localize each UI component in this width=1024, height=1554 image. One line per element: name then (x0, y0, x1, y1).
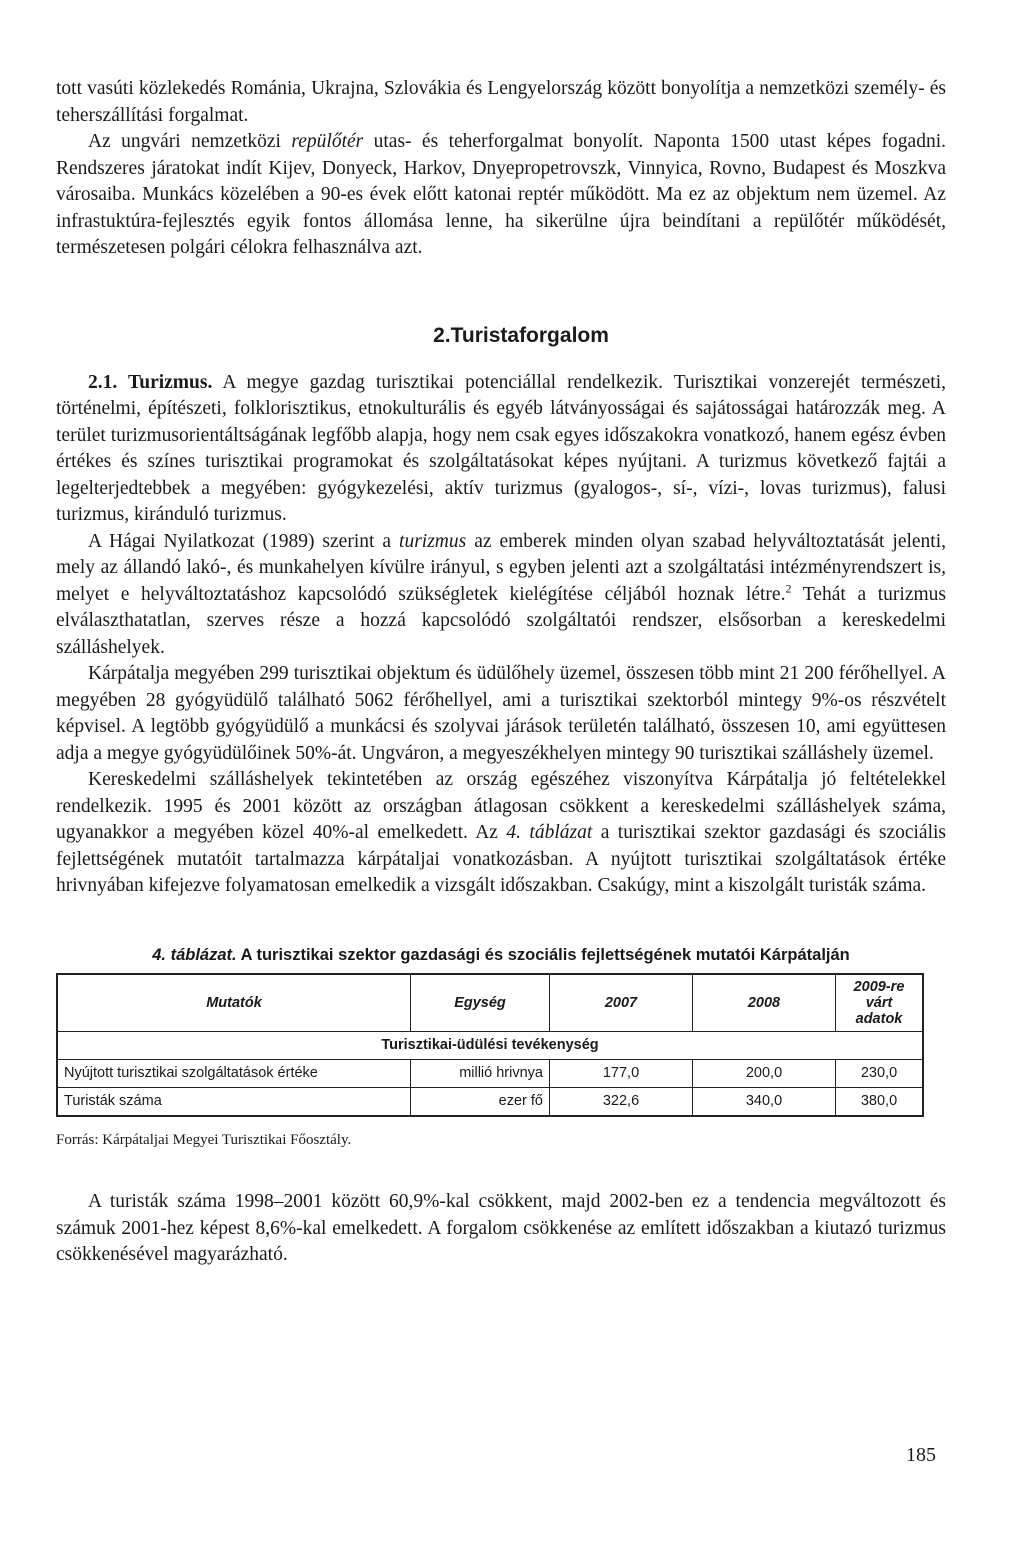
kereskedelmi-text-a: Kereskedelmi szálláshelyek tekintetében az ország egészéhez viszonyítva Kárpátalja jó feltételekkel rendelkezik. 1995 és 2001 között az országban átlagosan csökkent a kereskedelmi szálláshelyek száma, ugyanakkor a megyében közel 40%-al emelkedett. Az (56, 769, 946, 843)
table-reference: 4. táblázat (506, 822, 593, 843)
hagai-text-b: az emberek minden olyan szabad helyváltoztatását jelenti, mely az állandó lakó-, és munkahelyen kívülre irányul, s egyben jelenti azt a szolgáltatási intézményrendszert is, melyet e helyváltoztatáshoz kapcsolódó szükségletek kielégítése céljából hoznak létre. (56, 530, 947, 605)
cell-mutato: Nyújtott turisztikai szolgáltatások értéke (57, 1059, 411, 1087)
table-source: Forrás: Kárpátaljai Megyei Turisztikai Főosztály. (56, 1131, 352, 1148)
header-egyseg: Egység (411, 974, 550, 1032)
header-mutatok: Mutatók (57, 974, 411, 1032)
footnote-ref: 2 (785, 581, 792, 595)
airport-emphasis: repülőtér (291, 131, 364, 152)
paragraph-turizmus (56, 370, 946, 529)
header-2008: 2008 (693, 974, 836, 1032)
hagai-text-c: Tehát a turizmus elválaszthatatlan, szerves része a hozzá kapcsolódó szolgáltatói rendszer, elsősorban a kereskedelmi szálláshelyek. (56, 583, 946, 658)
table-caption-text: A turisztikai szektor gazdasági és szociális fejlettségének mutatói Kárpátalján (236, 945, 850, 964)
section-heading: 2.Turistaforgalom (433, 323, 609, 347)
airport-text-a: Az ungvári nemzetközi (88, 131, 292, 152)
page-number: 185 (906, 1444, 936, 1466)
table-group-row (57, 1031, 923, 1059)
paragraph-karpatalja: Kárpátalja megyében 299 turisztikai objektum és üdülőhely üzemel, összesen több mint 21 200 férőhellyel. A megyében 28 gyógyüdülő található 5062 férőhellyel, ami a turisztikai szektorból mintegy 9%-os részvételt képvisel. A legtöbb gyógyüdülő a munkácsi és szolyvai járások területén található, összesen 10, ami együttesen adja a megye gyógyüdülőinek 50%-át. Ungváron, a megyeszékhelyen mintegy 90 turisztikai szálláshely üzemel. (56, 663, 946, 764)
table-header-row (57, 974, 923, 1032)
paragraph-hagai (56, 529, 946, 662)
cell-2007: 322,6 (550, 1087, 693, 1116)
cell-egyseg: millió hrivnya (411, 1059, 550, 1087)
cell-2007: 177,0 (550, 1059, 693, 1087)
cell-2009: 380,0 (836, 1087, 924, 1116)
turizmus-text: A megye gazdag turisztikai potenciállal rendelkezik. Turisztikai vonzerejét természeti, történelmi, építészeti, folklorisztikus, etnokulturális és egyéb látványosságai és sajátosságai határozzák meg. A terület turizmusorientáltságának legfőbb alapja, hogy nem csak egyes időszakokra vonatkozó, hanem egész évben értékes és színes turisztikai programokat és szolgáltatásokat képes nyújtani. A turizmus következő fajtái a legelterjedtebbek a megyében: gyógykezelési, aktív turizmus (gyalogos-, sí-, vízi-, lovas turizmus), falusi turizmus, kiránduló turizmus. (56, 371, 946, 525)
cell-2009: 230,0 (836, 1059, 924, 1087)
header-2007: 2007 (550, 974, 693, 1032)
cell-mutato: Turisták száma (57, 1087, 411, 1116)
paragraph-kereskedelmi (56, 767, 946, 900)
cell-egyseg: ezer fő (411, 1087, 550, 1116)
document-page (56, 76, 946, 1269)
paragraph-closing: A turisták száma 1998–2001 között 60,9%-kal csökkent, majd 2002-ben ez a tendencia megváltozott és számuk 2001-hez képest 8,6%-kal emelkedett. A forgalom csökkenése az említett időszakban a kiutazó turizmus csökkenésével magyarázható. (56, 1191, 946, 1265)
hagai-emphasis: turizmus (399, 530, 467, 552)
table-caption-number: 4. táblázat. (152, 945, 237, 964)
header-2009: 2009-re várt adatok (836, 974, 924, 1032)
paragraph-railway: tott vasúti közlekedés Románia, Ukrajna, Szlovákia és Lengyelország között bonyolítja a nemzetközi személy- és teherszállítási forgalmat. (56, 78, 946, 126)
paragraph-airport (56, 129, 946, 262)
hagai-text-a: A Hágai Nyilatkozat (1989) szerint a (88, 530, 400, 552)
cell-2008: 200,0 (693, 1059, 836, 1087)
data-table (56, 973, 924, 1117)
table-caption (56, 946, 946, 965)
kereskedelmi-text-b: a turisztikai szektor gazdasági és szociális fejlettségének mutatóit tartalmazza kárpátaljai vonatkozásban. A nyújtott turisztikai szolgáltatások értéke hrivnyában kifejezve folyamatosan emelkedik a vizsgált időszakban. Csakúgy, mint a kiszolgált turisták száma. (56, 822, 946, 896)
cell-2008: 340,0 (693, 1087, 836, 1116)
group-label: Turisztikai-üdülési tevékenység (57, 1031, 923, 1059)
subsection-label: 2.1. Turizmus. (88, 371, 213, 393)
airport-text-b: utas- és teherforgalmat bonyolít. Naponta 1500 utast képes fogadni. Rendszeres járatokat indít Kijev, Donyeck, Harkov, Dnyepropetrovszk, Vinnyica, Rovno, Budapest és Moszkva városaiba. Munkács közelében a 90-es évek előtt katonai reptér működött. Ma ez az objektum nem üzemel. Az infrastuktúra-fejlesztés egyik fontos állomása lenne, ha sikerülne újra beindítani a repülőtér működését, természetesen polgári célokra felhasználva azt. (56, 131, 946, 258)
table-row (57, 1059, 923, 1087)
table-row (57, 1087, 923, 1116)
